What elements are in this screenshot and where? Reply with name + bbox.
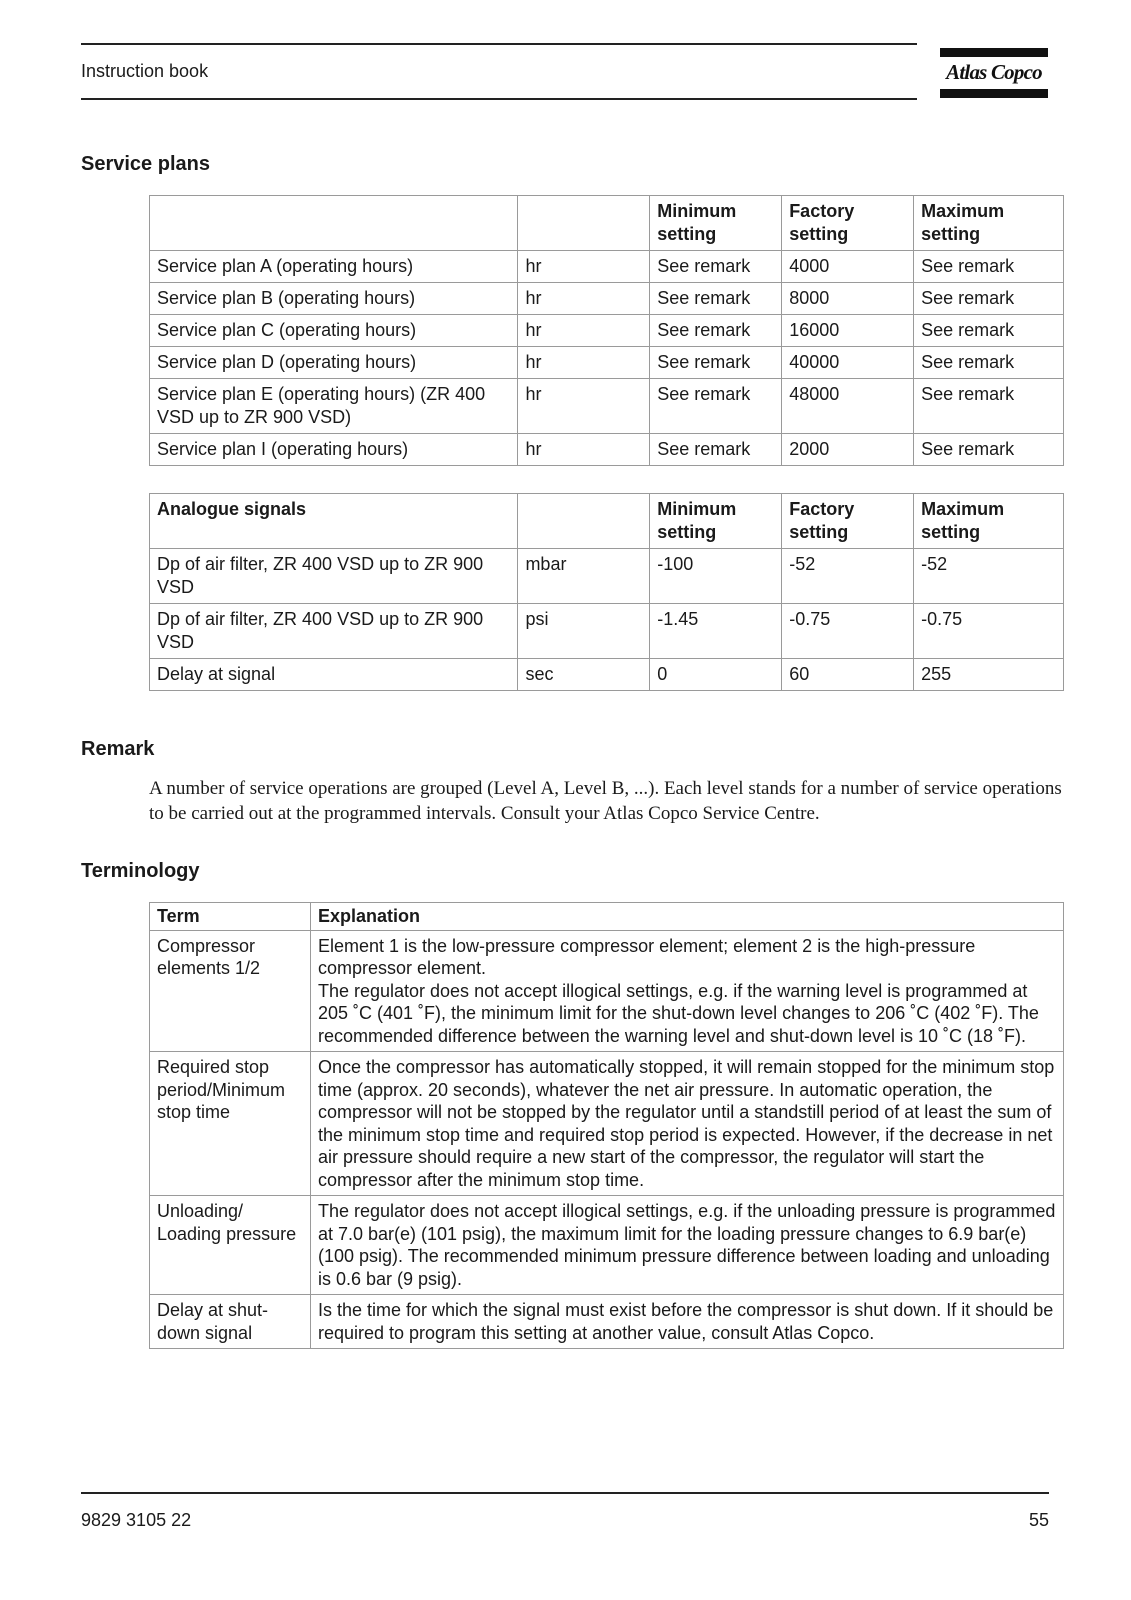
table-cell: hr: [518, 315, 650, 347]
explanation-cell: Element 1 is the low-pressure compressor element; element 2 is the high-pressure compressor element. The regulator does not accept illogical settings, e.g. if the warning level is programmed at 205 ˚C (401 ˚F), the minimum limit for the shut-down level changes to 206 ˚C (402 ˚F). The recommended difference between the warning level and shut-down level is 10 ˚C (18 ˚F).: [310, 930, 1063, 1052]
table-cell: Dp of air filter, ZR 400 VSD up to ZR 900 VSD: [150, 604, 518, 659]
term-cell: Compressor elements 1/2: [150, 930, 311, 1052]
table-row: [150, 930, 1064, 1052]
column-header: Factory setting: [782, 494, 914, 549]
service-plans-table: [149, 195, 1064, 466]
remark-text: A number of service operations are grouped (Level A, Level B, ...). Each level stands for a number of service operations to be carried out at the programmed intervals. Consult your Atlas Copco Service Centre.: [149, 778, 1062, 824]
table-cell: See remark: [650, 283, 782, 315]
table-cell: Service plan D (operating hours): [150, 347, 518, 379]
table-cell: See remark: [914, 379, 1064, 434]
table-cell: 255: [914, 659, 1064, 691]
table-cell: Service plan E (operating hours) (ZR 400 VSD up to ZR 900 VSD): [150, 379, 518, 434]
term-cell: Unloading/ Loading pressure: [150, 1196, 311, 1295]
table-row: [150, 251, 1064, 283]
table-cell: -100: [650, 549, 782, 604]
table-cell: 60: [782, 659, 914, 691]
table-cell: -52: [914, 549, 1064, 604]
table-cell: See remark: [650, 251, 782, 283]
table-row: [150, 1295, 1064, 1349]
page-number: 55: [1028, 1510, 1049, 1530]
column-header: Maximum setting: [914, 494, 1064, 549]
table-cell: -0.75: [782, 604, 914, 659]
table-cell: See remark: [650, 315, 782, 347]
remark-title: Remark: [81, 738, 155, 760]
table-cell: 2000: [782, 434, 914, 466]
column-header: Factory setting: [782, 196, 914, 251]
table-cell: psi: [518, 604, 650, 659]
table-cell: hr: [518, 251, 650, 283]
table-row: [150, 1196, 1064, 1295]
table-cell: sec: [518, 659, 650, 691]
column-header: [518, 494, 650, 549]
service-plans-title: Service plans: [81, 153, 210, 175]
column-header: Explanation: [310, 903, 1063, 931]
table-cell: Dp of air filter, ZR 400 VSD up to ZR 900 VSD: [150, 549, 518, 604]
table-cell: hr: [518, 434, 650, 466]
table-cell: hr: [518, 379, 650, 434]
table-cell: 4000: [782, 251, 914, 283]
table-cell: See remark: [914, 251, 1064, 283]
table-cell: Service plan A (operating hours): [150, 251, 518, 283]
header-rule-top: [81, 43, 917, 45]
table-row: [150, 659, 1064, 691]
table-row: [150, 434, 1064, 466]
terminology-table: [149, 902, 1064, 1349]
column-header: Term: [150, 903, 311, 931]
document-number: 9829 3105 22: [81, 1510, 192, 1530]
table-cell: -1.45: [650, 604, 782, 659]
analogue-signals-table: [149, 493, 1064, 691]
table-cell: hr: [518, 347, 650, 379]
table-cell: See remark: [650, 379, 782, 434]
table-cell: Service plan B (operating hours): [150, 283, 518, 315]
table-row: [150, 379, 1064, 434]
header-rule-bottom: [81, 98, 917, 100]
term-cell: Delay at shut-down signal: [150, 1295, 311, 1349]
table-cell: 8000: [782, 283, 914, 315]
explanation-cell: Once the compressor has automatically stopped, it will remain stopped for the minimum stop time (approx. 20 seconds), whatever the net air pressure. In automatic operation, the compressor will not be stopped by the regulator until a standstill period of at least the sum of the minimum stop time and required stop period is expected. However, if the decrease in net air pressure should require a new start of the compressor, the regulator will start the compressor after the minimum stop time.: [310, 1052, 1063, 1196]
footer-rule: [81, 1492, 1049, 1494]
table-cell: See remark: [650, 347, 782, 379]
table-cell: 40000: [782, 347, 914, 379]
table-cell: Service plan C (operating hours): [150, 315, 518, 347]
table-cell: -0.75: [914, 604, 1064, 659]
table-row: [150, 347, 1064, 379]
column-header: Minimum setting: [650, 196, 782, 251]
table-cell: 16000: [782, 315, 914, 347]
table-row: [150, 1052, 1064, 1196]
logo-bar-bottom: [940, 89, 1048, 98]
table-cell: hr: [518, 283, 650, 315]
term-cell: Required stop period/Minimum stop time: [150, 1052, 311, 1196]
table-row: [150, 315, 1064, 347]
header-title: Instruction book: [81, 61, 209, 81]
table-cell: mbar: [518, 549, 650, 604]
table-cell: See remark: [914, 434, 1064, 466]
table-cell: See remark: [914, 347, 1064, 379]
logo-bar-top: [940, 48, 1048, 57]
table-header-row: [150, 903, 1064, 931]
table-cell: See remark: [914, 283, 1064, 315]
table-cell: 48000: [782, 379, 914, 434]
table-row: [150, 283, 1064, 315]
table-cell: 0: [650, 659, 782, 691]
table-cell: Service plan I (operating hours): [150, 434, 518, 466]
table-cell: -52: [782, 549, 914, 604]
column-header: Analogue signals: [150, 494, 518, 549]
logo-wordmark: Atlas Copco: [946, 60, 1042, 84]
table-row: [150, 604, 1064, 659]
table-header-row: [150, 196, 1064, 251]
explanation-cell: The regulator does not accept illogical settings, e.g. if the unloading pressure is programmed at 7.0 bar(e) (101 psig), the maximum limit for the loading pressure changes to 6.9 bar(e) (100 psig). The recommended minimum pressure difference between loading and unloading is 0.6 bar (9 psig).: [310, 1196, 1063, 1295]
table-cell: Delay at signal: [150, 659, 518, 691]
column-header: Minimum setting: [650, 494, 782, 549]
table-cell: See remark: [914, 315, 1064, 347]
table-header-row: [150, 494, 1064, 549]
column-header: Maximum setting: [914, 196, 1064, 251]
column-header: [150, 196, 518, 251]
atlas-copco-logo: [940, 48, 1048, 100]
table-row: [150, 549, 1064, 604]
column-header: [518, 196, 650, 251]
explanation-cell: Is the time for which the signal must exist before the compressor is shut down. If it should be required to program this setting at another value, consult Atlas Copco.: [310, 1295, 1063, 1349]
table-cell: See remark: [650, 434, 782, 466]
terminology-title: Terminology: [81, 860, 200, 882]
